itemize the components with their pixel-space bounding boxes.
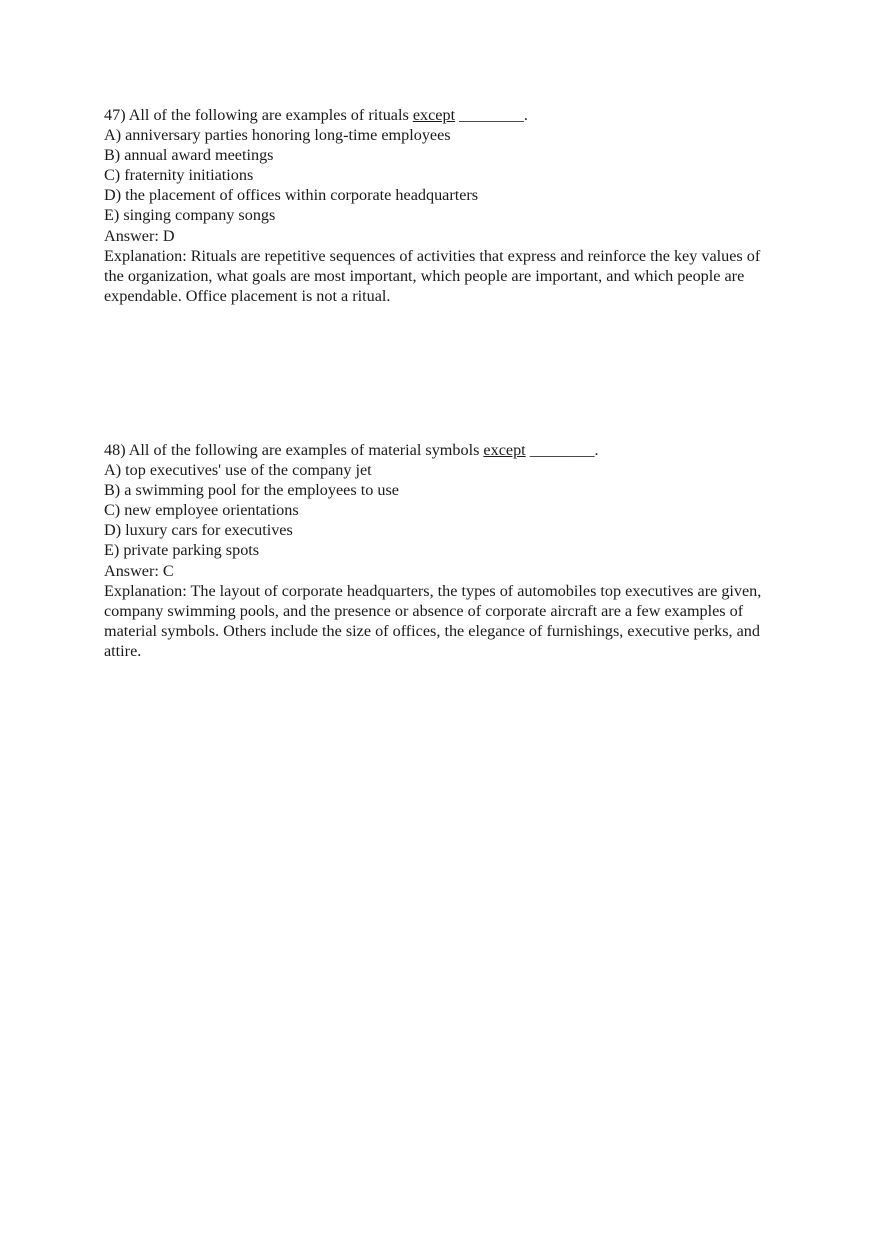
stem-blank: ________. (455, 106, 528, 124)
option-a: A) anniversary parties honoring long-time employees (104, 126, 451, 145)
question-stem (104, 440, 784, 460)
option-c: C) new employee orientations (104, 501, 299, 520)
stem-underlined-word: except (483, 441, 526, 459)
option-e: E) singing company songs (104, 206, 276, 225)
explanation: Explanation: Rituals are repetitive sequences of activities that express and reinforce the key values of the organization, what goals are most important, which people are important, and which people are expendable. Office placement is not a ritual. (104, 246, 761, 305)
answer: Answer: C (104, 561, 174, 580)
question-stem (104, 105, 784, 125)
option-b: B) a swimming pool for the employees to use (104, 481, 399, 500)
explanation: Explanation: The layout of corporate headquarters, the types of automobiles top executives are given, company swimming pools, and the presence or absence of corporate aircraft are a few examples of material symbols. Others include the size of offices, the elegance of furnishings, executive perks, and attire. (104, 581, 762, 660)
option-a: A) top executives' use of the company jet (104, 461, 372, 480)
stem-blank: ________. (525, 441, 599, 459)
option-b: B) annual award meetings (104, 146, 274, 165)
option-d: D) the placement of offices within corporate headquarters (104, 186, 479, 205)
question-47 (104, 105, 784, 306)
stem-text: 47) All of the following are examples of rituals (104, 106, 413, 124)
option-d: D) luxury cars for executives (104, 521, 293, 540)
stem-text: 48) All of the following are examples of material symbols (104, 441, 484, 459)
option-e: E) private parking spots (104, 541, 260, 560)
answer: Answer: D (104, 226, 175, 245)
option-c: C) fraternity initiations (104, 166, 254, 185)
question-48 (104, 440, 784, 661)
stem-underlined-word: except (412, 106, 456, 124)
